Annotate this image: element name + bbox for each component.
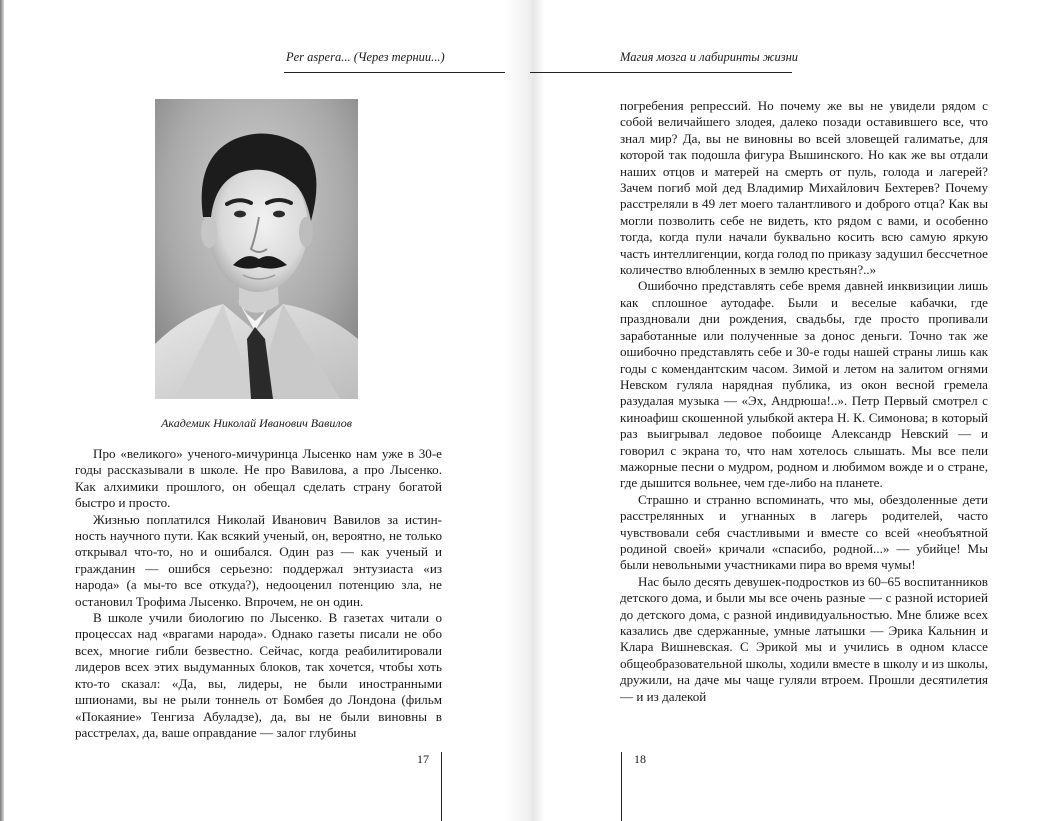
portrait-photo xyxy=(155,99,358,399)
page-number-right: 18 xyxy=(634,752,646,766)
right-page xyxy=(530,0,1059,821)
running-head-left: Per aspera... (Через тернии...) xyxy=(286,50,445,64)
folio-rule-left xyxy=(441,752,442,821)
page-number-left: 17 xyxy=(417,752,429,766)
header-rule-right xyxy=(530,72,792,73)
paragraph: погребения репрессий. Но почему же вы не увидели рядом с собой величайшего злодея, далеко позади оставившего все, что знал мир? Да, вы не виновны во всей зловещей галиматье, для которой так подошла фигура Вышинского. Но как же вы отдали наших отцов и матерей на смерть от пуль, голода и лагерей? Зачем погиб мой дед Владимир Михайлович Бехтерев? Почему расстреляли в 49 лет моего талантливого и доброго отца? Как вы могли позволить себе не видеть, кто рядом с вами, и особенно тогда, когда пули начали буквально косить всю самую яркую часть интеллигенции, когда голод по приказу задушил бессчетное количество влюбленных в землю крестьян?..» xyxy=(620,98,988,278)
right-page-body xyxy=(620,98,988,705)
running-head-right: Магия мозга и лабиринты жизни xyxy=(620,50,799,64)
photo-caption: Академик Николай Иванович Вавилов xyxy=(161,416,352,430)
folio-rule-right xyxy=(621,752,622,821)
paragraph: Про «великого» ученого-мичуринца Лысенко нам уже в 30-е годы рассказывали в школе. Не про Вавилова, а про Лысенко. Как алхимики прошлого, он обещал сделать страну богатой быстро и просто. xyxy=(75,446,442,511)
paragraph: Страшно и странно вспоминать, что мы, обездоленные дети расстрелянных и угнанных в лагерь родителей, часто чувствовали себя счастливыми и вместе со всей «необъятной родиной своей» кричали «спасибо, родной...» — убийце! Мы были невольными участниками пира во время чумы! xyxy=(620,491,988,573)
paragraph: В школе учили биологию по Лысенко. В газетах читали о процессах над «врагами народа». Однако газеты писали не обо всех, многие гибли безвестно. Сейчас, когда реабилитировали лидеров всех этих выдуманных блоков, так хочется, чтобы хоть кто-то сказал: «Да, вы, лидеры, не были иностранными шпионами, вы не рыли тоннель от Бомбея до Лондона (фильм «Покаяние» Тенгиза Абуладзе), да, вы не были виновны в расстрелах, да, ваше оправдание — залог глубины xyxy=(75,610,442,740)
left-page-body xyxy=(75,446,442,741)
header-rule-left xyxy=(284,72,530,73)
paragraph: Ошибочно представлять себе время давней инквизиции лишь как сплошное аутодафе. Были и веселые кабачки, где праздновали дни рождения, свадьбы, где просто пропивали заработанные или полученные за донос деньги. Точно так же ошибочно представлять себе и 30-е годы нашей страны лишь как годы с комендантским часом. Зимой и летом на залитом огнями Невском гуляла нарядная публика, из окон весной гремела разудалая музыка — «Эх, Андрюша!..». Петр Первый смотрел с киноафиш скошенной улыбкой актера Н. К. Симонова; в который раз выигрывал ледовое побоище Александр Невский — и говорил с экрана то, что нам хотелось слышать. Мы все пели мажорные песни о мудром, родном и любимом вожде и о стране, где дышится вольнее, чем где-либо на планете. xyxy=(620,278,988,491)
paragraph: Жизнью поплатился Николай Иванович Вавилов за истинность научного пути. Как всякий ученый, он, вероятно, не только открывал что-то, но и ошибался. Один раз — как ученый и гражданин — ошибся серьезно: поддержал энтузиаста «из народа» (а мы-то все откуда?), недооценил потенцию зла, не остановил Трофима Лысенко. Впрочем, не он один. xyxy=(75,511,442,609)
paragraph: Нас было десять девушек-подростков из 60–65 воспитанников детского дома, и были мы все очень разные — с разной историей до детского дома, с разной индивидуальностью. Мне ближе всех казались две сдержанные, умные латышки — Эрика Кальнин и Клара Вишневская. С Эрикой мы и учились в одном классе общеобразовательной школы, ходили вместе в школу и из школы, дружили, на даче мы чаще гуляли втроем. Прошли десятилетия — и из далекой xyxy=(620,573,988,704)
